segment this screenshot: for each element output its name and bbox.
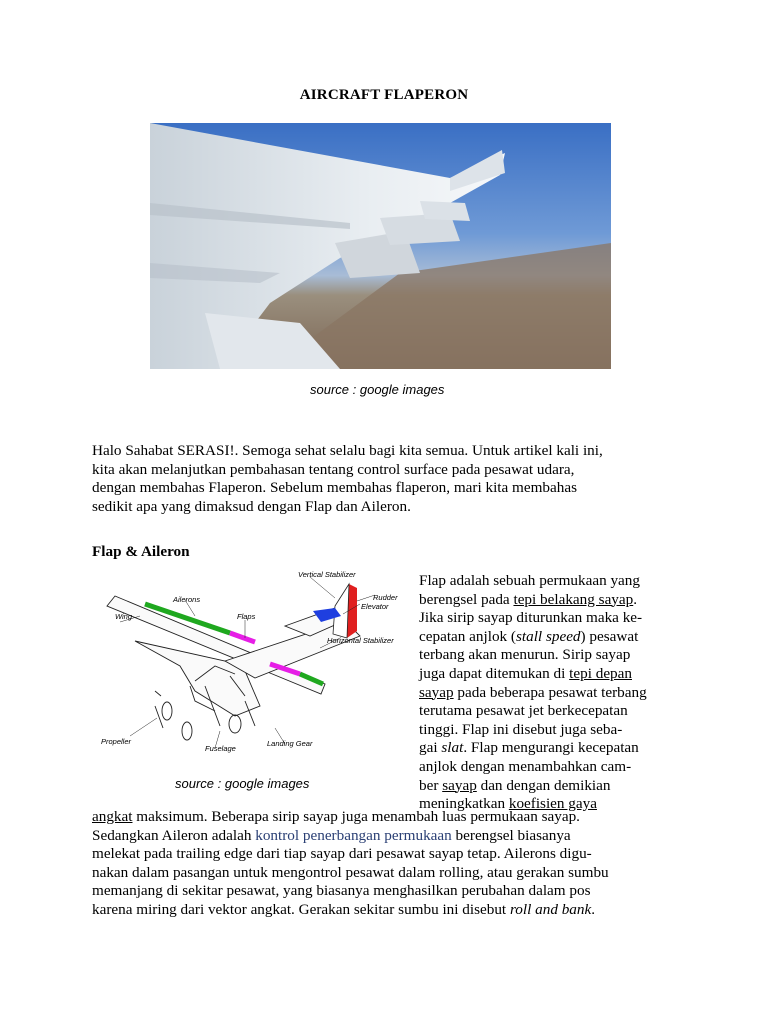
flap-paragraph (419, 572, 647, 814)
section-heading: Flap & Aileron (92, 543, 190, 560)
text-line: memanjang di sekitar pesawat, yang biasanya menghasilkan perubahan dalam pos (92, 882, 591, 900)
text-run: . Flap mengurangi kecepatan (463, 739, 639, 757)
stall-speed-term: stall speed (515, 627, 581, 645)
text-run: maksimum. Beberapa sirip sayap juga menambah luas permukaan sayap. (132, 808, 580, 825)
link-tepi-depan[interactable]: tepi depan (569, 664, 632, 682)
aircraft-diagram (95, 566, 415, 762)
text-run: . (633, 590, 638, 608)
photo-caption: source : google images (310, 382, 445, 397)
intro-line: Halo Sahabat SERASI!. Semoga sehat selalu bagi kita semua. Untuk artikel kali ini, (92, 442, 603, 459)
text-run: ber (419, 776, 443, 794)
text-run: meningkatkan (419, 795, 509, 813)
text-line (92, 808, 609, 827)
text-run: gai (419, 739, 442, 757)
intro-paragraph (92, 442, 603, 516)
text-run: . (591, 900, 596, 918)
text-line: nakan dalam pasangan untuk mengontrol pesawat dalam rolling, atau gerakan sumbu (92, 863, 609, 881)
label-rudder: Rudder (373, 593, 398, 602)
label-landing-gear: Landing Gear (267, 739, 313, 748)
label-vertical-stabilizer: Vertical Stabilizer (298, 570, 356, 579)
text-line (419, 591, 647, 610)
text-run: berengsel biasanya (451, 826, 571, 844)
link-koefisien-gaya[interactable]: koefisien gaya (508, 795, 597, 813)
text-run: Sedangkan Aileron adalah (92, 826, 256, 844)
label-wing: Wing (115, 612, 133, 621)
text-line (92, 827, 609, 846)
intro-line: dengan membahas Flaperon. Sebelum membahas flaperon, mari kita membahas (92, 479, 578, 497)
label-flaps: Flaps (237, 612, 256, 621)
text-run: juga dapat ditemukan di (419, 664, 570, 682)
text-line (92, 901, 609, 920)
text-line (419, 665, 647, 684)
text-line: terutama pesawat jet berkecepatan (419, 702, 628, 720)
link-sayap[interactable]: sayap (419, 683, 454, 701)
slat-term: slat (441, 739, 464, 757)
aileron-paragraph (92, 808, 609, 920)
text-line (419, 628, 647, 647)
text-run: karena miring dari vektor angkat. Gerakan sekitar sumbu ini disebut (92, 900, 510, 918)
label-horizontal-stabilizer: Horizontal Stabilizer (327, 636, 394, 645)
text-line (419, 739, 647, 758)
text-line (419, 777, 647, 796)
label-elevator: Elevator (361, 602, 389, 611)
intro-line: kita akan melanjutkan pembahasan tentang control surface pada pesawat udara, (92, 460, 575, 478)
text-run: berengsel pada (419, 590, 514, 608)
label-ailerons: Ailerons (173, 595, 201, 604)
text-run: dan dengan demikian (476, 776, 611, 794)
link-angkat[interactable]: angkat (92, 808, 133, 825)
link-sayap-2[interactable]: sayap (442, 776, 477, 794)
text-run: ) pesawat (580, 627, 639, 645)
text-line: melekat pada trailing edge dari tiap sayap dari pesawat sayap tetap. Ailerons digu- (92, 845, 592, 863)
intro-line: sedikit apa yang dimaksud dengan Flap dan Aileron. (92, 497, 411, 515)
roll-and-bank-term: roll and bank (509, 900, 592, 918)
page-title: AIRCRAFT FLAPERON (299, 87, 469, 103)
text-line (419, 684, 647, 703)
text-run: pada beberapa pesawat terbang (453, 683, 647, 701)
text-line: Flap adalah sebuah permukaan yang (419, 572, 640, 589)
flap-left (230, 633, 255, 642)
text-line: anjlok dengan menambahkan cam- (419, 757, 632, 775)
wing-photo (150, 123, 611, 369)
link-kontrol-penerbangan[interactable]: kontrol penerbangan permukaan (255, 826, 452, 844)
diagram-caption: source : google images (175, 776, 310, 791)
label-fuselage: Fuselage (205, 744, 236, 753)
text-line: terbang akan menurun. Sirip sayap (419, 646, 631, 664)
text-line: Jika sirip sayap diturunkan maka ke- (419, 609, 643, 627)
link-tepi-belakang-sayap[interactable]: tepi belakang sayap (513, 590, 634, 608)
text-run: cepatan anjlok ( (419, 627, 516, 645)
label-propeller: Propeller (101, 737, 132, 746)
text-line: tinggi. Flap ini disebut juga seba- (419, 720, 623, 738)
